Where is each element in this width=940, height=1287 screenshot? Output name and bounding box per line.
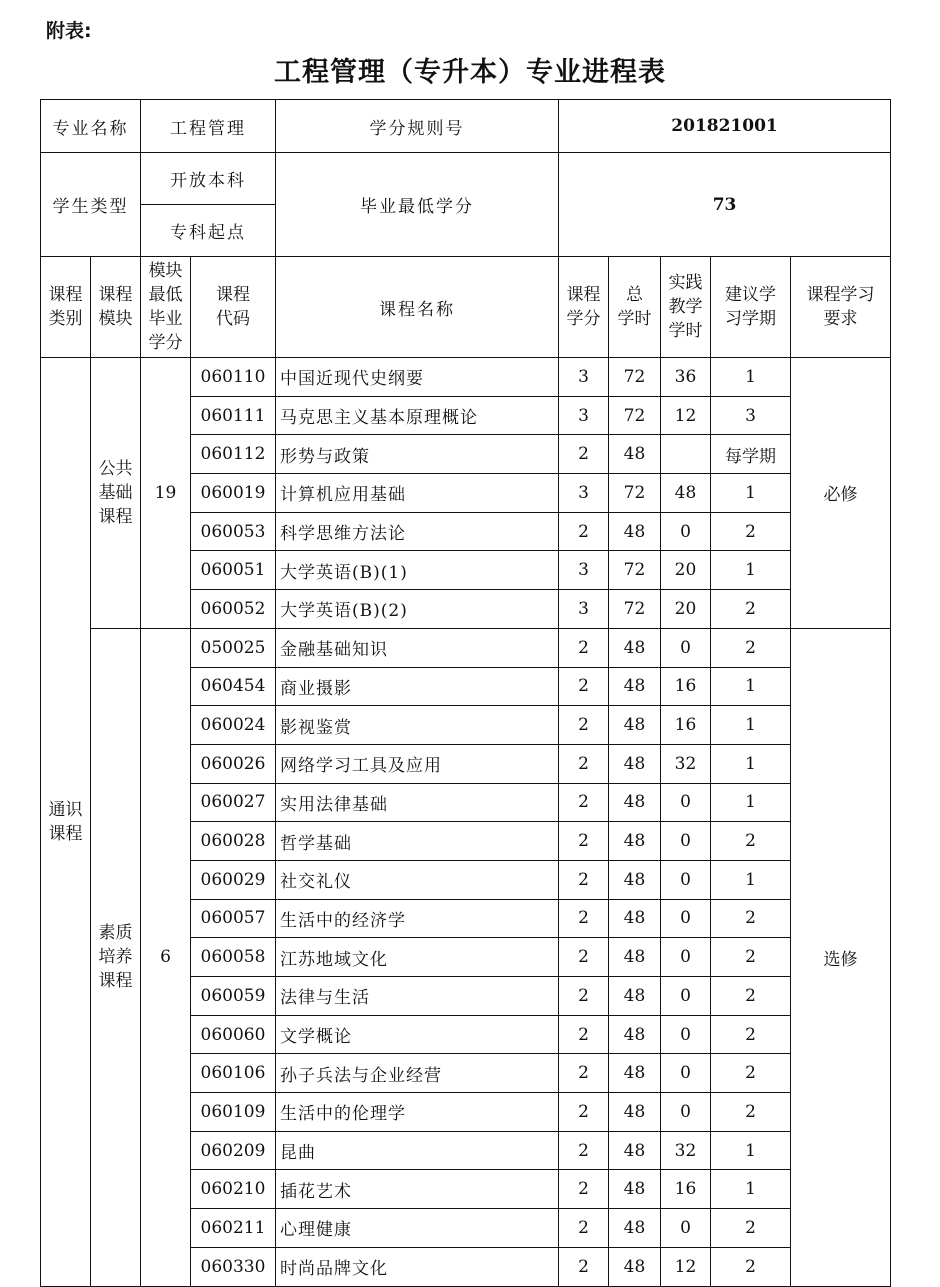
course-practice-hours: 0 [661, 1093, 711, 1132]
rule-value: 201821001 [559, 100, 891, 153]
course-credit: 2 [559, 628, 609, 667]
col-header-hours-line: 总 [626, 285, 643, 305]
min-credit-value: 73 [559, 153, 891, 257]
course-semester: 1 [711, 1170, 791, 1209]
col-header-credit-line: 课程 [566, 285, 601, 305]
course-credit: 2 [559, 706, 609, 745]
course-name: 时尚品牌文化 [276, 1247, 559, 1286]
module-min-credit: 6 [141, 628, 191, 1286]
course-practice-hours: 36 [661, 358, 711, 397]
course-hours: 48 [609, 1093, 661, 1132]
course-credit: 2 [559, 512, 609, 551]
major-value: 工程管理 [141, 100, 276, 153]
course-semester: 2 [711, 822, 791, 861]
course-name: 孙子兵法与企业经营 [276, 1054, 559, 1093]
col-header-hours [609, 257, 661, 358]
course-code: 060059 [191, 977, 276, 1016]
course-practice-hours: 32 [661, 1131, 711, 1170]
course-hours: 48 [609, 1015, 661, 1054]
course-credit: 2 [559, 822, 609, 861]
course-code: 060027 [191, 783, 276, 822]
col-header-module-line: 课程 [98, 285, 133, 305]
course-semester: 1 [711, 667, 791, 706]
course-code: 060058 [191, 938, 276, 977]
course-credit: 2 [559, 1209, 609, 1248]
course-code: 060109 [191, 1093, 276, 1132]
course-hours: 48 [609, 899, 661, 938]
col-header-module-min-line: 毕业 [148, 309, 183, 329]
course-name: 网络学习工具及应用 [276, 744, 559, 783]
course-practice-hours: 12 [661, 396, 711, 435]
course-hours: 48 [609, 822, 661, 861]
course-name: 哲学基础 [276, 822, 559, 861]
course-semester: 1 [711, 551, 791, 590]
course-credit: 2 [559, 860, 609, 899]
course-semester: 2 [711, 1054, 791, 1093]
course-name: 法律与生活 [276, 977, 559, 1016]
course-code: 060112 [191, 435, 276, 474]
course-hours: 48 [609, 938, 661, 977]
course-practice-hours: 20 [661, 551, 711, 590]
col-header-hours-line: 学时 [617, 309, 652, 329]
course-credit: 2 [559, 1247, 609, 1286]
course-hours: 72 [609, 551, 661, 590]
col-header-code-line: 代码 [216, 309, 250, 329]
course-name: 大学英语(B)(2) [276, 590, 559, 629]
course-practice-hours: 0 [661, 860, 711, 899]
col-header-requirement-line: 课程学习 [806, 285, 875, 305]
course-practice-hours: 0 [661, 628, 711, 667]
course-name: 金融基础知识 [276, 628, 559, 667]
course-credit: 2 [559, 435, 609, 474]
course-name: 心理健康 [276, 1209, 559, 1248]
course-hours: 48 [609, 783, 661, 822]
course-credit: 3 [559, 474, 609, 513]
course-hours: 72 [609, 358, 661, 397]
col-header-module-min-line: 模块 [148, 261, 183, 281]
module-label-line: 培养 [98, 947, 133, 968]
course-hours: 48 [609, 1247, 661, 1286]
col-header-practice-line: 学时 [668, 321, 703, 341]
course-name: 影视鉴赏 [276, 706, 559, 745]
course-name: 商业摄影 [276, 667, 559, 706]
course-name: 生活中的伦理学 [276, 1093, 559, 1132]
course-practice-hours: 0 [661, 512, 711, 551]
course-name: 中国近现代史纲要 [276, 358, 559, 397]
module-label-line: 课程 [98, 971, 133, 992]
course-semester: 1 [711, 783, 791, 822]
col-header-module-min-line: 最低 [148, 285, 183, 305]
course-semester: 2 [711, 1015, 791, 1054]
course-name: 马克思主义基本原理概论 [276, 396, 559, 435]
course-credit: 2 [559, 977, 609, 1016]
course-hours: 48 [609, 744, 661, 783]
student-type-value-start: 专科起点 [141, 205, 276, 257]
course-code: 060019 [191, 474, 276, 513]
course-semester: 2 [711, 628, 791, 667]
course-semester: 3 [711, 396, 791, 435]
course-credit: 2 [559, 938, 609, 977]
col-header-name: 课程名称 [276, 257, 559, 358]
course-credit: 2 [559, 667, 609, 706]
course-hours: 48 [609, 1170, 661, 1209]
course-practice-hours: 16 [661, 706, 711, 745]
course-code: 060210 [191, 1170, 276, 1209]
course-semester: 2 [711, 977, 791, 1016]
col-header-practice [661, 257, 711, 358]
course-credit: 3 [559, 590, 609, 629]
course-credit: 3 [559, 358, 609, 397]
course-hours: 48 [609, 860, 661, 899]
course-credit: 2 [559, 1054, 609, 1093]
course-practice-hours: 0 [661, 822, 711, 861]
module-label-line: 课程 [98, 506, 133, 527]
course-practice-hours: 16 [661, 667, 711, 706]
course-name: 计算机应用基础 [276, 474, 559, 513]
course-practice-hours: 0 [661, 899, 711, 938]
col-header-practice-line: 实践 [668, 273, 703, 293]
col-header-requirement-line: 要求 [823, 309, 858, 329]
course-practice-hours [661, 435, 711, 474]
major-label: 专业名称 [41, 100, 141, 153]
course-practice-hours: 16 [661, 1170, 711, 1209]
course-credit: 2 [559, 783, 609, 822]
module-requirement: 选修 [791, 628, 891, 1286]
category-label-line: 课程 [48, 823, 83, 844]
course-semester: 2 [711, 1209, 791, 1248]
course-credit: 2 [559, 1093, 609, 1132]
course-code: 060106 [191, 1054, 276, 1093]
course-code: 060330 [191, 1247, 276, 1286]
course-name: 江苏地域文化 [276, 938, 559, 977]
course-semester: 2 [711, 938, 791, 977]
course-hours: 48 [609, 977, 661, 1016]
course-name: 文学概论 [276, 1015, 559, 1054]
course-hours: 48 [609, 435, 661, 474]
module-requirement: 必修 [791, 358, 891, 629]
col-header-semester [711, 257, 791, 358]
column-header-row [41, 257, 891, 358]
course-semester: 2 [711, 512, 791, 551]
course-hours: 72 [609, 396, 661, 435]
col-header-practice-line: 教学 [668, 297, 703, 317]
course-semester: 1 [711, 860, 791, 899]
min-credit-label: 毕业最低学分 [276, 153, 559, 257]
category-label [41, 358, 91, 1287]
col-header-module [91, 257, 141, 358]
course-code: 060060 [191, 1015, 276, 1054]
course-code: 060029 [191, 860, 276, 899]
course-name: 社交礼仪 [276, 860, 559, 899]
course-practice-hours: 0 [661, 977, 711, 1016]
course-credit: 2 [559, 899, 609, 938]
col-header-module-min-line: 学分 [148, 333, 183, 353]
rule-label: 学分规则号 [276, 100, 559, 153]
course-semester: 1 [711, 1131, 791, 1170]
course-code: 060111 [191, 396, 276, 435]
course-semester: 每学期 [711, 435, 791, 474]
course-name: 实用法律基础 [276, 783, 559, 822]
module-min-credit: 19 [141, 358, 191, 629]
table-row [41, 358, 891, 397]
course-semester: 1 [711, 706, 791, 745]
course-practice-hours: 48 [661, 474, 711, 513]
course-semester: 2 [711, 590, 791, 629]
course-code: 060209 [191, 1131, 276, 1170]
course-hours: 48 [609, 706, 661, 745]
course-name: 大学英语(B)(1) [276, 551, 559, 590]
module-label-line: 素质 [98, 923, 133, 944]
course-hours: 72 [609, 474, 661, 513]
student-type-value-open: 开放本科 [141, 153, 276, 205]
page-title: 工程管理（专升本）专业进程表 [274, 57, 666, 88]
course-credit: 2 [559, 744, 609, 783]
col-header-requirement [791, 257, 891, 358]
course-code: 060057 [191, 899, 276, 938]
student-type-label: 学生类型 [41, 153, 141, 257]
col-header-credit-line: 学分 [566, 309, 601, 329]
col-header-module-line: 模块 [98, 309, 133, 329]
col-header-semester-line: 习学期 [725, 309, 776, 329]
course-hours: 72 [609, 590, 661, 629]
col-header-category-line: 类别 [48, 309, 83, 329]
course-semester: 2 [711, 1247, 791, 1286]
course-hours: 48 [609, 1131, 661, 1170]
course-name: 插花艺术 [276, 1170, 559, 1209]
course-hours: 48 [609, 1054, 661, 1093]
module-label-line: 公共 [98, 458, 133, 479]
course-semester: 1 [711, 358, 791, 397]
course-code: 060026 [191, 744, 276, 783]
course-name: 昆曲 [276, 1131, 559, 1170]
course-hours: 48 [609, 512, 661, 551]
course-practice-hours: 0 [661, 1209, 711, 1248]
course-semester: 2 [711, 1093, 791, 1132]
course-code: 060110 [191, 358, 276, 397]
course-code: 060053 [191, 512, 276, 551]
course-semester: 1 [711, 474, 791, 513]
course-credit: 2 [559, 1131, 609, 1170]
module-label-line: 基础 [98, 482, 133, 503]
course-practice-hours: 0 [661, 1015, 711, 1054]
curriculum-table [40, 99, 891, 1287]
course-code: 060052 [191, 590, 276, 629]
col-header-category [41, 257, 91, 358]
course-code: 060051 [191, 551, 276, 590]
course-name: 生活中的经济学 [276, 899, 559, 938]
course-credit: 2 [559, 1170, 609, 1209]
course-name: 科学思维方法论 [276, 512, 559, 551]
course-practice-hours: 12 [661, 1247, 711, 1286]
course-semester: 1 [711, 744, 791, 783]
course-credit: 3 [559, 396, 609, 435]
module-label [91, 628, 141, 1286]
col-header-code [191, 257, 276, 358]
category-label-line: 通识 [48, 799, 83, 820]
course-code: 060211 [191, 1209, 276, 1248]
course-practice-hours: 32 [661, 744, 711, 783]
course-credit: 2 [559, 1015, 609, 1054]
course-practice-hours: 0 [661, 1054, 711, 1093]
course-hours: 48 [609, 667, 661, 706]
table-row [41, 628, 891, 667]
course-practice-hours: 0 [661, 938, 711, 977]
course-practice-hours: 20 [661, 590, 711, 629]
course-code: 060454 [191, 667, 276, 706]
col-header-category-line: 课程 [48, 285, 83, 305]
course-semester: 2 [711, 899, 791, 938]
course-name: 形势与政策 [276, 435, 559, 474]
module-label [91, 358, 141, 629]
col-header-module-min-credit [141, 257, 191, 358]
col-header-semester-line: 建议学 [725, 285, 776, 305]
course-hours: 48 [609, 628, 661, 667]
annex-label: 附表: [46, 20, 92, 42]
course-code: 060028 [191, 822, 276, 861]
course-credit: 3 [559, 551, 609, 590]
course-code: 060024 [191, 706, 276, 745]
course-practice-hours: 0 [661, 783, 711, 822]
col-header-code-line: 课程 [216, 285, 250, 305]
course-code: 050025 [191, 628, 276, 667]
col-header-credit [559, 257, 609, 358]
course-hours: 48 [609, 1209, 661, 1248]
